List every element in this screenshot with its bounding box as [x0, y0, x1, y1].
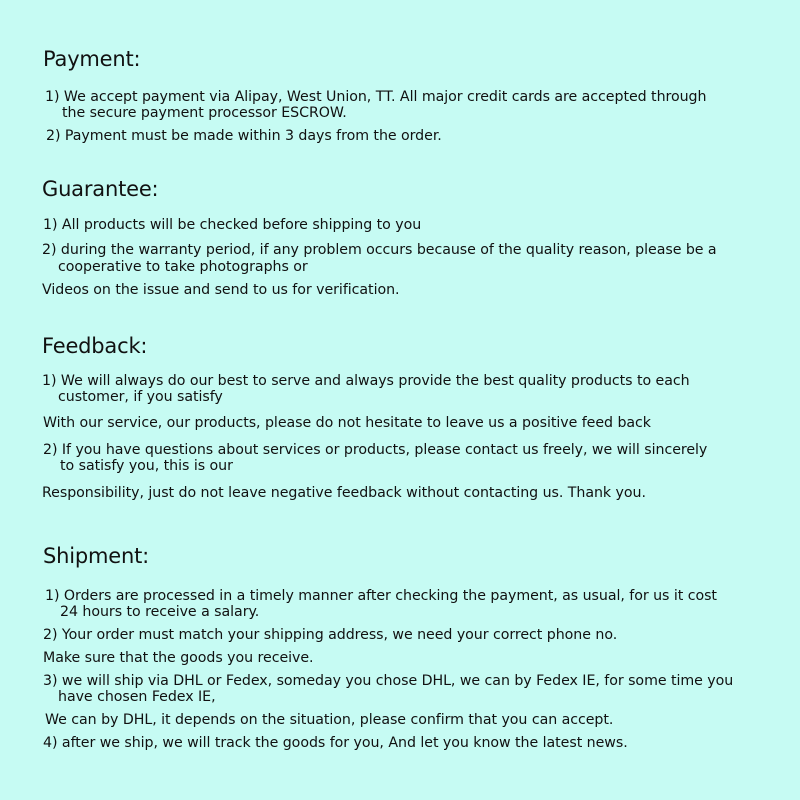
shipment-title: Shipment: — [43, 544, 149, 568]
feedback-line-3: With our service, our products, please do not hesitate to leave us a positive feed back — [43, 415, 651, 431]
payment-title: Payment: — [43, 47, 141, 71]
guarantee-line-3: cooperative to take photographs or — [58, 259, 308, 275]
feedback-line-2: customer, if you satisfy — [58, 389, 223, 405]
feedback-line-1: 1) We will always do our best to serve and always provide the best quality products to each — [42, 373, 690, 389]
guarantee-line-1: 1) All products will be checked before shipping to you — [43, 217, 422, 233]
feedback-line-4: 2) If you have questions about services or products, please contact us freely, we will sincerely — [43, 442, 708, 458]
feedback-line-5: to satisfy you, this is our — [60, 458, 233, 474]
shipment-line-7: We can by DHL, it depends on the situation, please confirm that you can accept. — [45, 712, 614, 728]
payment-line-1: 1) We accept payment via Alipay, West Union, TT. All major credit cards are accepted through — [45, 89, 707, 105]
shipment-line-8: 4) after we ship, we will track the goods for you, And let you know the latest news. — [43, 735, 628, 751]
guarantee-line-4: Videos on the issue and send to us for verification. — [42, 282, 400, 298]
shipment-line-2: 24 hours to receive a salary. — [60, 604, 260, 620]
payment-line-3: 2) Payment must be made within 3 days from the order. — [46, 128, 442, 144]
shipment-line-5: 3) we will ship via DHL or Fedex, someday you chose DHL, we can by Fedex IE, for some time you — [43, 673, 734, 689]
shipment-line-1: 1) Orders are processed in a timely manner after checking the payment, as usual, for us it cost — [45, 588, 717, 604]
shipment-line-6: have chosen Fedex IE, — [58, 689, 216, 705]
guarantee-line-2: 2) during the warranty period, if any problem occurs because of the quality reason, please be a — [42, 242, 717, 258]
feedback-title: Feedback: — [42, 334, 148, 358]
feedback-line-6: Responsibility, just do not leave negative feedback without contacting us. Thank you. — [42, 485, 646, 501]
shipment-line-4: Make sure that the goods you receive. — [43, 650, 314, 666]
payment-line-2: the secure payment processor ESCROW. — [62, 105, 347, 121]
guarantee-title: Guarantee: — [42, 177, 159, 201]
shipment-line-3: 2) Your order must match your shipping address, we need your correct phone no. — [43, 627, 618, 643]
